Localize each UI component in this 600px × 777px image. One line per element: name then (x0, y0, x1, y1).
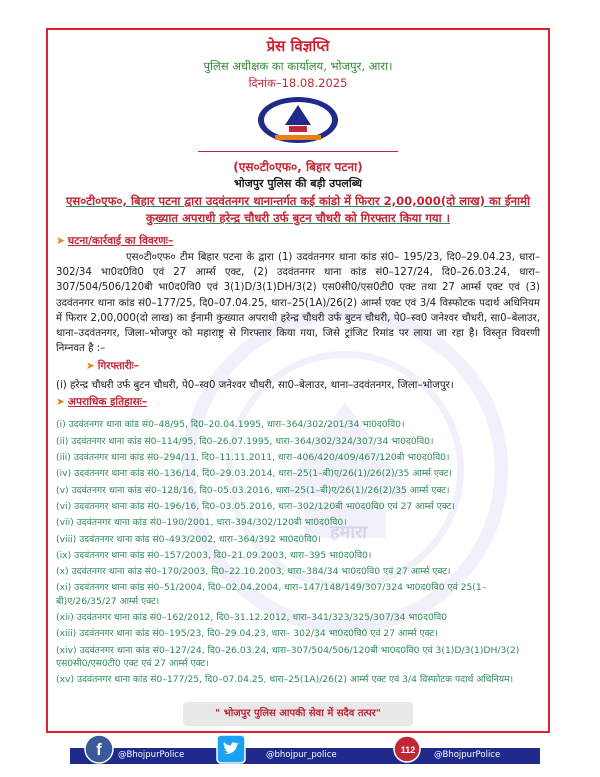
history-item-text: उदवंतनगर थाना कांड सं0–157/2003, दि0–21.09.2003, धारा–395 भा0द0वि0। (74, 549, 372, 561)
arrow-icon: ➤ (86, 360, 95, 373)
history-item-text: उदवंतनगर थाना कांड सं0–170/2003, दि0–22.10.2003, धारा–384/34 भा0द0वि0 एवं 27 आर्म्स एक्ट। (71, 566, 451, 578)
achievement-heading: भोजपुर पुलिस की बड़ी उपलब्धि (234, 177, 362, 190)
phone-icon[interactable] (392, 734, 422, 764)
release-date: दिनांक–18.08.2025 (248, 76, 348, 90)
bihar-police-logo (255, 95, 341, 145)
office-name: पुलिस अधीक्षक का कार्यालय, भोजपुर, आरा। (203, 59, 393, 73)
history-item-number: (ii) (56, 435, 69, 447)
history-item-number: (iii) (56, 452, 71, 464)
history-item-number: (xiv) (56, 644, 77, 656)
organization: (एस०टी०एफ०, बिहार पटना) (233, 160, 363, 174)
history-item-text: उदवंतनगर थाना कांड सं0–195/23, दि0–29.04.23, धारा– 302/34 भा0द0वि0 एवं 27 आर्म्स एक्ट। (79, 628, 438, 640)
history-item-text: उदवंतनगर थाना कांड सं0–177/25, दि0–07.04.25, धारा–25(1A)/26(2) आर्म्स एक्ट एवं 3/4 विस्फोटक पदार्थ अधिनियम। (77, 674, 514, 686)
history-item-number: (xv) (56, 674, 75, 686)
criminal-history-list (56, 418, 540, 686)
history-item (56, 516, 540, 529)
history-item-number: (xi) (56, 582, 72, 594)
history-item-number: (viii) (56, 533, 77, 545)
svg-text:f: f (96, 740, 102, 759)
history-item (56, 673, 540, 686)
history-item (56, 435, 540, 448)
history-item (56, 500, 540, 513)
history-item-text: उदवंतनगर थाना कांड सं0–48/95, दि0–20.04.1995, धारा–364/302/201/34 भा0द0वि0। (68, 419, 405, 431)
press-release (56, 32, 540, 726)
watermark-text: हमारा (330, 522, 368, 543)
arrest-text: (i) हरेन्द्र चौधरी उर्फ बुटन चौधरी, पे0–स्व0 जनेश्वर चौधरी, सा0–बेलाउर, थाना–उदवंतनगर, जिला–भोजपुर। (56, 380, 454, 392)
arrow-icon: ➤ (56, 396, 65, 409)
history-item (56, 627, 540, 640)
page-title: प्रेस विज्ञप्ति (266, 37, 330, 55)
headline: एस०टी०एफ०, बिहार पटना द्वारा उदवंतनगर थानान्तर्गत कई कांडो में फिरार 2,00,000(दो लाख) का ईनामी कुख्यात अपराधी हरेन्द्र चौधरी उर्फ बुटन चौधरी को गिरफ्तार किया गया । (66, 194, 530, 225)
history-item-text: उदवंतनगर थाना कांड सं0–294/11, दि0–11.11.2011, धारा–406/420/409/467/120बी भा0द0वि0। (73, 452, 450, 464)
history-item-text: उदवंतनगर थाना कांड सं0–127/24, दि0–26.03.24, धारा–307/504/506/120बी भा0द0वि0 एवं 3(1)D/3(1)DH/3(2) एस0सी0/एस0टी0 एक्ट एवं 27 आर्म्स एक्ट। (56, 644, 520, 669)
incident-heading: ➤ घटना/कार्रवाई का विवरणः– (56, 235, 174, 247)
helpline-handle[interactable]: @BhojpurPolice (434, 750, 501, 760)
history-item-number: (vi) (56, 500, 72, 512)
twitter-icon[interactable] (216, 734, 246, 764)
twitter-handle[interactable]: @bhojpur_police (266, 750, 337, 760)
history-item (56, 549, 540, 562)
history-item-text: उदवंतनगर थाना कांड सं0–196/16, दि0–03.05.2016, धारा–302/120बी भा0द0वि0 एवं 27 आर्म्स एक्ट। (74, 500, 455, 512)
history-item-text: उदवंतनगर थाना कांड सं0–51/2004, दि0–02.04.2004, धारा–147/148/149/307/324 भा0द0वि0 एवं 25(1–बी)ए/26/35/27 आर्म्स एक्ट। (56, 582, 487, 607)
incident-text: एस०टी०एफ० टीम बिहार पटना के द्वारा (1) उदवंतनगर थाना कांड सं0– 195/23, दि0–29.04.23, धारा– 302/34 भा0द0वि0 एवं 27 आर्म्स एक्ट, (2) उदवंतनगर थाना कांड सं0–127/24, दि0–26.03.24, धारा–307/504/506/120बी भा0द0वि0 एवं 3(1)D/3(1)DH/3(2) एस0सी0/एस0टी0 एक्ट तथा 27 आर्म्स एक्ट एवं (3) उदवंतनगर थाना कांड सं0–177/25, दि0–07.04.25, धारा–25(1A)/26(2) आर्म्स एक्ट एवं 3/4 विस्फोटक पदार्थ अधिनियम में फिरार 2,00,000(दो लाख) का ईनामी कुख्यात अपराधी हरेन्द्र चौधरी उर्फ बुटन चौधरी, पे0–स्व0 जनेश्वर चौधरी, सा0–बेलाउर, थाना–उदवंतनगर, जिला–भोजपुर को महाराष्ट्र से गिरफ्तार किया गया, जिसे ट्रांजिट रिमांड पर लाया जा रहा है। विस्तृत विवरणी निम्नवत है :– (56, 252, 540, 355)
history-item-number: (ix) (56, 549, 72, 561)
history-item-number: (x) (56, 566, 69, 578)
history-item-text: उदवंतनगर थाना कांड सं0–162/2012, दि0–31.12.2012, धारा–341/323/325/307/34 भा0द0वि0 (76, 611, 448, 623)
history-item (56, 418, 540, 431)
facebook-handle[interactable]: @BhojpurPolice (118, 750, 185, 760)
history-item-number: (v) (56, 484, 69, 496)
history-item-number: (vii) (56, 517, 74, 529)
history-item-text: उदवंतनगर थाना कांड सं0–190/2001, धारा–394/302/120बी भा0द0वि0। (76, 517, 347, 529)
arrow-icon: ➤ (56, 235, 65, 247)
history-item (56, 611, 540, 624)
history-item (56, 467, 540, 480)
helpline-number: 112 (400, 745, 416, 755)
history-item-text: उदवंतनगर थाना कांड सं0–128/16, दि0–05.03.2016, धारा–25(1–बी)ए/26(1)/26(2)/35 आर्म्स एक्ट। (71, 484, 450, 496)
history-item (56, 484, 540, 497)
history-item-number: (iv) (56, 468, 72, 480)
history-item (56, 565, 540, 578)
history-item (56, 451, 540, 464)
history-item-text: उदवंतनगर थाना कांड सं0–136/14, दि0–29.03.2014, धारा–25(1–बी)ए/26(1)/26(2)/35 आर्म्स एक्ट। (74, 468, 453, 480)
facebook-icon[interactable] (84, 734, 114, 764)
history-item-number: (i) (56, 419, 66, 431)
logo-underline (198, 151, 398, 152)
history-item (56, 644, 540, 671)
history-item-number: (xiii) (56, 628, 77, 640)
history-item (56, 533, 540, 546)
history-item (56, 581, 540, 608)
history-item-text: उदवंतनगर थाना कांड सं0–114/95, दि0–26.07.1995, धारा–364/302/324/307/34 भा0द0वि0। (71, 435, 434, 447)
history-item-number: (xii) (56, 611, 74, 623)
footer (70, 730, 540, 772)
history-heading: ➤ अपराधिक इतिहासः– (56, 396, 148, 409)
arrest-heading: ➤ गिरफ्तारीः– (86, 360, 139, 373)
slogan-banner: " भोजपुर पुलिस आपकी सेवा में सदैव तत्पर" (183, 702, 413, 726)
history-item-text: उदवंतनगर थाना कांड सं0–493/2002, धारा–364/392 भा0द0वि0। (79, 533, 321, 545)
